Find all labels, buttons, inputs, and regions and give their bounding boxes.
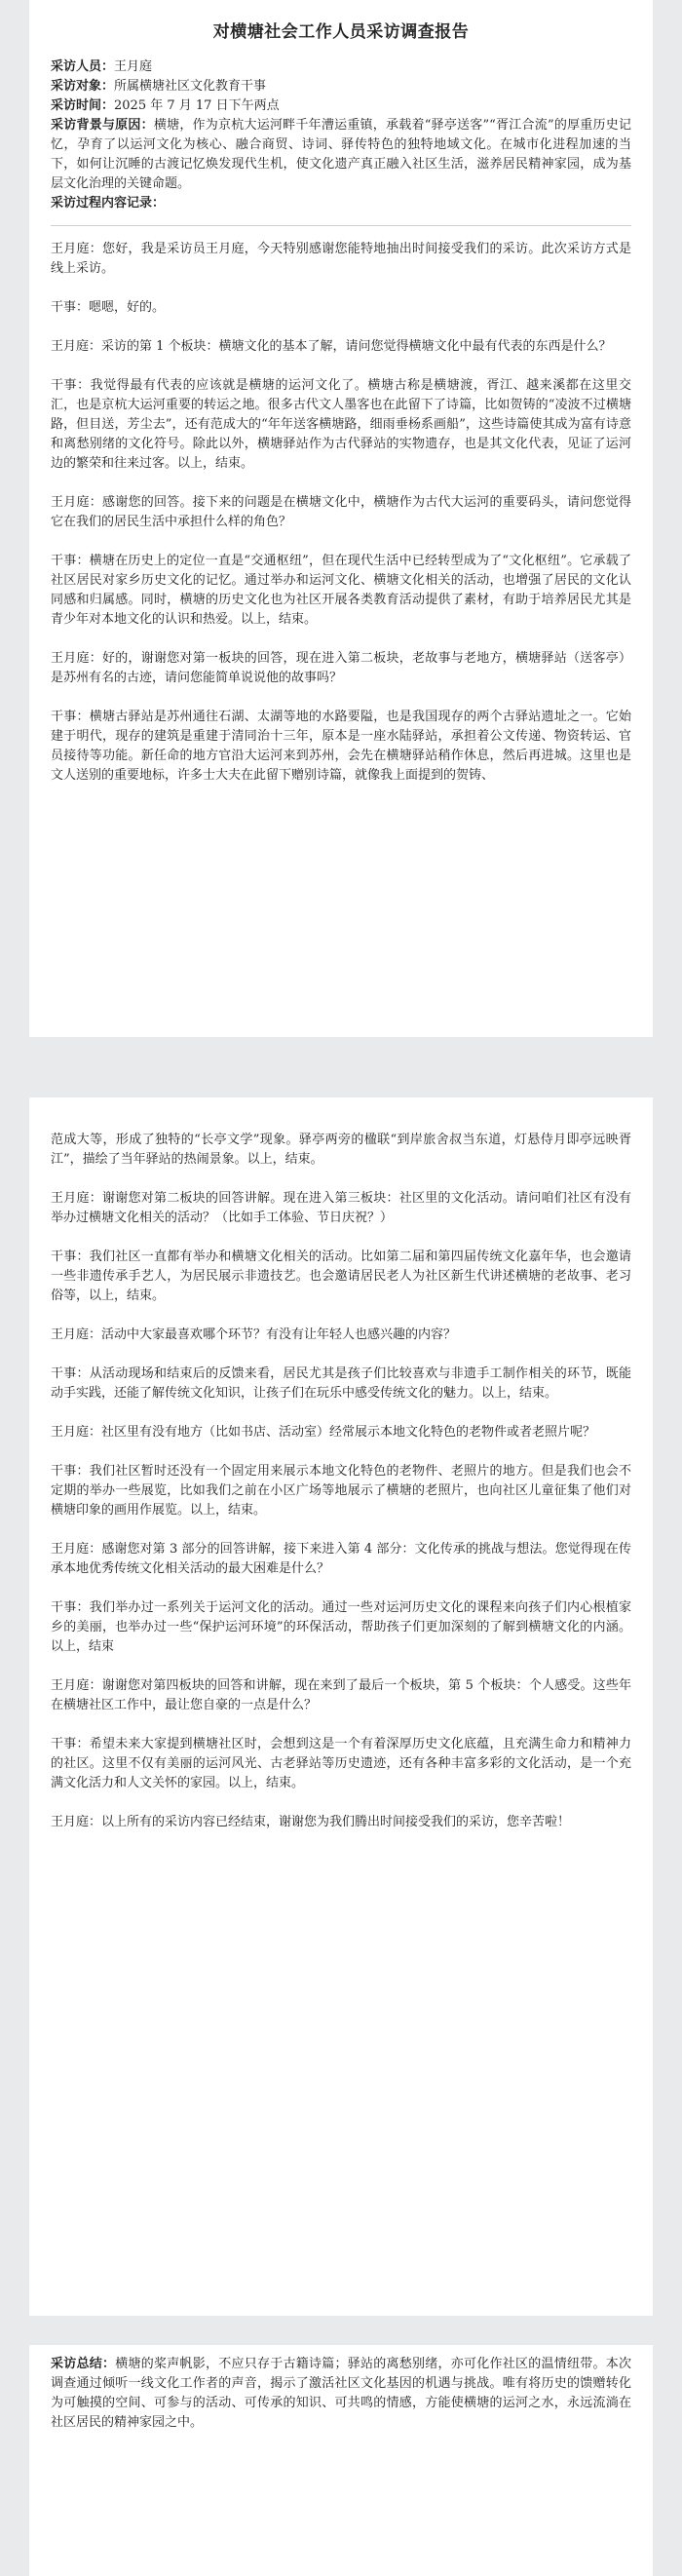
time-line — [51, 96, 631, 116]
time-value: 2025 年 7 月 17 日下午两点 — [114, 98, 280, 113]
interview-paragraph: 王月庭：社区里有没有地方（比如书店、活动室）经常展示本地文化特色的老物件或者老照片呢？ — [51, 1425, 596, 1440]
interview-paragraph: 王月庭：谢谢您对第四板块的回答和讲解，现在来到了最后一个板块，第 5 个板块：个人感受。这些年在横塘社区工作中，最让您自豪的一点是什么？ — [51, 1678, 631, 1712]
interview-paragraph: 王月庭：感谢您的回答。接下来的问题是在横塘文化中，横塘作为古代大运河的重要码头，请问您觉得它在我们的居民生活中承担什么样的角色？ — [51, 495, 631, 529]
interview-paragraph: 干事：希望未来大家提到横塘社区时，会想到这是一个有着深厚历史文化底蕴，且充满生命力和精神力的社区。这里不仅有美丽的运河风光、古老驿站等历史遗迹，还有各种丰富多彩的文化活动，是一个充满文化活力和人文关怀的家园。以上，结束。 — [51, 1737, 631, 1790]
report-title: 对横塘社会工作人员采访调查报告 — [212, 22, 470, 42]
target-label: 采访对象： — [51, 79, 115, 94]
background-label: 采访背景与原因： — [51, 118, 154, 133]
background-value: 横塘，作为京杭大运河畔千年漕运重镇，承载着“驿亭送客”“胥江合流”的厚重历史记忆，孕育了以运河文化为核心、融合商贸、诗词、驿传特色的独特地域文化。在城市化进程加速的当下，如何让沉睡的古渡记忆焕发现代生机，使文化遗产真正融入社区生活，滋养居民精神家园，成为基层文化治理的关键命题。 — [51, 118, 631, 191]
interview-paragraph: 干事：嗯嗯，好的。 — [51, 300, 166, 315]
interviewer-value: 王月庭 — [114, 59, 153, 74]
interview-paragraph: 干事：横塘在历史上的定位一直是“交通枢纽”，但在现代生活中已经转型成为了“文化枢纽”。它承载了社区居民对家乡历史文化的记忆。通过举办和运河文化、横塘文化相关的活动，也增强了居民的文化认同感和归属感。同时，横塘的历史文化也为社区开展各类教育活动提供了素材，有助于培养居民尤其是青少年对本地文化的认识和热爱。以上，结束。 — [51, 554, 631, 627]
interview-paragraph: 王月庭：采访的第 1 个板块：横塘文化的基本了解，请问您觉得横塘文化中最有代表的东西是什么？ — [51, 339, 612, 354]
target-line — [51, 77, 631, 96]
interviewer-label: 采访人员： — [51, 59, 115, 74]
interview-paragraph: 范成大等，形成了独特的“长亭文学”现象。驿亭两旁的楹联“到岸旅舍叔当东道，灯悬侍月即亭远映胥江”，描绘了当年驿站的热闹景象。以上，结束。 — [51, 1133, 631, 1167]
document-page-1 — [29, 0, 653, 1037]
summary-text: 横塘的桨声帆影，不应只存于古籍诗篇；驿站的离愁别绪，亦可化作社区的温情纽带。本次调查通过倾听一线文化工作者的声音，揭示了激活社区文化基因的机遇与挑战。唯有将历史的馈赠转化为可触摸的空间、可参与的活动、可传承的知识、可共鸣的情感，方能使横塘的运河之水，永远流淌在社区居民的精神家园之中。 — [51, 2357, 631, 2430]
interview-paragraph: 干事：横塘古驿站是苏州通往石湖、太湖等地的水路要隘，也是我国现存的两个古驿站遗址之一。它始建于明代，现存的建筑是重建于清同治十三年，原本是一座水陆驿站，承担着公文传递、物资转运、官员接待等功能。新任命的地方官沿大运河来到苏州，会先在横塘驿站稍作休息，然后再进城。这里也是文人送别的重要地标，许多士大夫在此留下赠别诗篇，就像我上面提到的贺铸、 — [51, 710, 631, 783]
interview-paragraph: 干事：从活动现场和结束后的反馈来看，居民尤其是孩子们比较喜欢与非遗手工制作相关的环节，既能动手实践，还能了解传统文化知识，让孩子们在玩乐中感受传统文化的魅力。以上，结束。 — [51, 1366, 631, 1401]
interview-paragraph: 王月庭：以上所有的采访内容已经结束，谢谢您为我们腾出时间接受我们的采访，您辛苦啦！ — [51, 1815, 571, 1829]
document-page-3 — [29, 2345, 653, 2576]
interview-paragraph: 王月庭：好的，谢谢您对第一板块的回答，现在进入第二板块，老故事与老地方，横塘驿站（送客亭）是苏州有名的古迹，请问您能简单说说他的故事吗？ — [51, 651, 631, 685]
interview-paragraph: 干事：我觉得最有代表的应该就是横塘的运河文化了。横塘古称是横塘渡，胥江、越来溪都在这里交汇，也是京杭大运河重要的转运之地。很多古代文人墨客也在此留下了诗篇，比如贺铸的“凌波不过横塘路，但目送，芳尘去”，还有范成大的“年年送客横塘路，细雨垂杨系画船”，这些诗篇使其成为富有诗意和离愁别绪的文化符号。除此以外，横塘驿站作为古代驿站的实物遗存，也是其文化代表，见证了运河边的繁荣和往来过客。以上，结束。 — [51, 378, 631, 471]
summary-label: 采访总结： — [51, 2357, 116, 2371]
interview-paragraph: 王月庭：活动中大家最喜欢哪个环节？有没有让年轻人也感兴趣的内容？ — [51, 1327, 457, 1342]
time-label: 采访时间： — [51, 98, 115, 113]
record-line — [51, 194, 631, 213]
interview-paragraph: 王月庭：谢谢您对第二板块的回答讲解。现在进入第三板块：社区里的文化活动。请问咱们社区有没有举办过横塘文化相关的活动？（比如手工体验、节日庆祝？） — [51, 1191, 631, 1225]
interview-paragraph: 干事：我们举办过一系列关于运河文化的活动。通过一些对运河历史文化的课程来向孩子们内心根植家乡的美丽，也举办过一些“保护运河环境”的环保活动，帮助孩子们更加深刻的了解到横塘文化的内涵。以上，结束 — [51, 1600, 631, 1654]
summary-paragraph — [51, 2355, 631, 2433]
interview-paragraph: 干事：我们社区暂时还没有一个固定用来展示本地文化特色的老物件、老照片的地方。但是我们也会不定期的举办一些展览，比如我们之前在小区广场等地展示了横塘的老照片，也向社区儿童征集了他们对横塘印象的画用作展览。以上，结束。 — [51, 1464, 631, 1518]
background-line — [51, 116, 631, 194]
interview-paragraph: 干事：我们社区一直都有举办和横塘文化相关的活动。比如第二届和第四届传统文化嘉年华，也会邀请一些非遗传承手艺人，为居民展示非遗技艺。也会邀请居民老人为社区新生代讲述横塘的老故事、老习俗等，以上，结束。 — [51, 1250, 631, 1303]
target-value: 所属横塘社区文化教育干事 — [114, 79, 267, 94]
record-label: 采访过程内容记录： — [51, 196, 166, 211]
document-page-2 — [29, 1097, 653, 2316]
section-divider — [51, 225, 631, 226]
interview-paragraph: 王月庭：感谢您对第 3 部分的回答讲解，接下来进入第 4 部分：文化传承的挑战与想法。您觉得现在传承本地优秀传统文化相关活动的最大困难是什么？ — [51, 1542, 631, 1576]
interviewer-line — [51, 58, 631, 77]
interview-paragraph: 王月庭：您好，我是采访员王月庭，今天特别感谢您能特地抽出时间接受我们的采访。此次采访方式是线上采访。 — [51, 242, 631, 276]
